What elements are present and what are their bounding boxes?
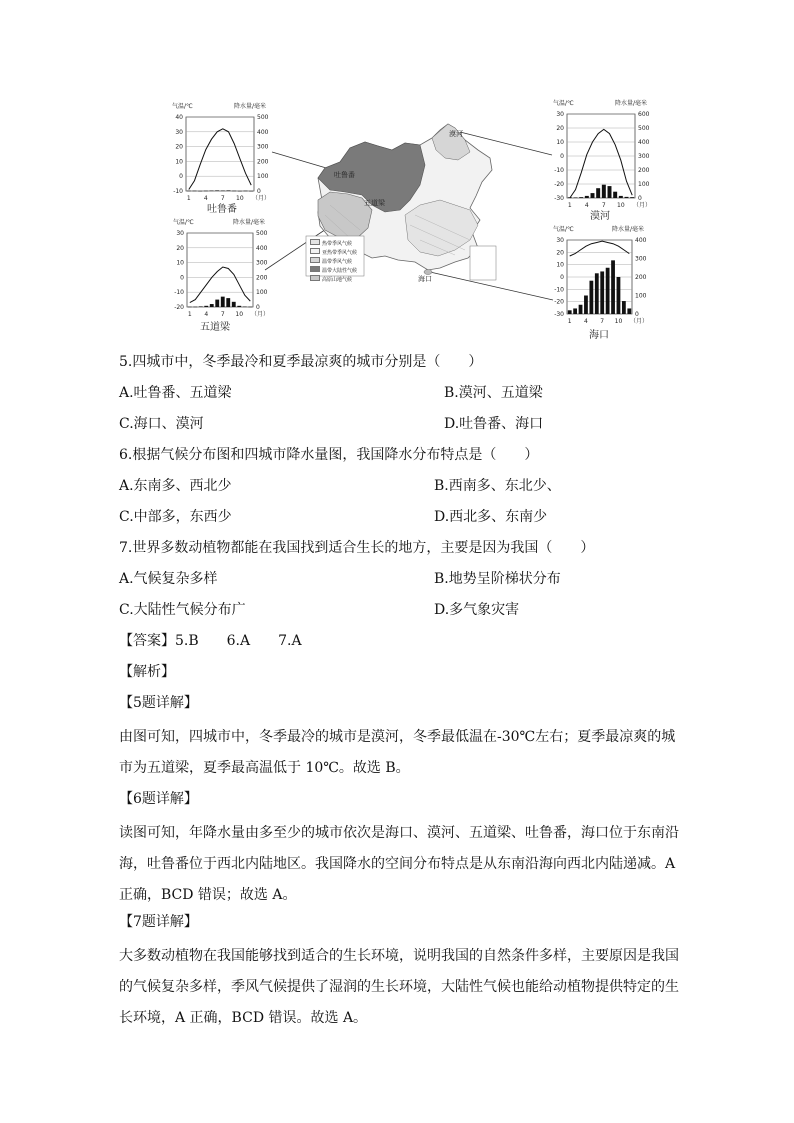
q6-option-c: C.中部多，东西少	[119, 509, 232, 525]
precip-tick-label: 200	[257, 158, 269, 166]
temp-tick-label: 0	[179, 173, 183, 181]
temp-tick-label: 10	[175, 158, 183, 166]
precip-bar	[215, 190, 219, 191]
temp-tick-label: 20	[556, 249, 564, 257]
precip-tick-label: 200	[256, 274, 268, 282]
q5-option-a: A.吐鲁番、五道梁	[119, 385, 232, 401]
answer-line: 【答案】5.B 6.A 7.A	[119, 633, 302, 649]
map-label-turpan: 吐鲁番	[334, 171, 355, 179]
precip-bar	[198, 191, 202, 192]
month-unit-label: （月）	[630, 318, 649, 325]
detail6-line: 读图可知，年降水量由多至少的城市依次是海口、漠河、五道梁、吐鲁番，海口位于东南沿	[119, 825, 679, 841]
q6-option-d: D.西北多、东南少	[434, 509, 548, 525]
legend-item: 温带季风气候	[310, 257, 357, 266]
precip-bar	[579, 305, 583, 314]
precip-tick-label: 0	[256, 304, 260, 311]
precip-tick-label: 100	[638, 181, 650, 188]
chart-frame	[186, 117, 254, 191]
map-label-wudaoliang: 五道梁	[364, 199, 385, 207]
detail5-title: 【5题详解】	[119, 695, 198, 711]
climate-chart	[553, 225, 648, 341]
climate-chart	[173, 218, 269, 333]
month-unit-label: （月）	[251, 311, 270, 318]
precip-bar	[187, 191, 191, 192]
q7-option-a: A.气候复杂多样	[119, 571, 218, 587]
legend-item: 亚热带季风气候	[310, 248, 357, 257]
precip-tick-label: 100	[256, 289, 268, 297]
precip-tick-label: 400	[256, 244, 268, 252]
temp-axis-title: 气温/℃	[173, 219, 194, 226]
month-tick-label: 4	[584, 202, 589, 209]
temp-tick-label: -20	[174, 304, 184, 311]
temp-tick-label: -10	[173, 188, 183, 195]
month-tick-label: 1	[567, 318, 572, 325]
precip-tick-label: 500	[638, 125, 650, 132]
detail5-body	[119, 722, 684, 784]
precip-tick-label: 100	[257, 173, 269, 181]
precip-tick-label: 300	[256, 259, 268, 267]
temp-tick-label: 30	[176, 230, 184, 237]
precip-bar	[608, 186, 612, 198]
detail7-title: 【7题详解】	[119, 914, 198, 930]
precip-axis-title: 降水量/毫米	[233, 103, 266, 110]
month-unit-label: （月）	[633, 202, 652, 209]
month-tick-label: 1	[187, 311, 192, 318]
climate-chart	[172, 102, 270, 215]
precip-bar	[627, 308, 631, 314]
climate-figure	[0, 0, 794, 345]
month-tick-label: 10	[236, 195, 244, 202]
map-label-mohe: 漠河	[449, 130, 463, 138]
precip-bar	[210, 304, 214, 307]
q5-option-b: B.漠河、五道梁	[444, 385, 543, 401]
q6-option-a: A.东南多、西北少	[119, 478, 232, 494]
temp-tick-label: -30	[554, 311, 564, 318]
detail6-body	[119, 818, 684, 911]
precip-tick-label: 0	[638, 195, 642, 202]
temp-axis-title: 气温/℃	[553, 100, 574, 107]
precip-bar	[622, 301, 626, 314]
q6-stem: 6.根据气候分布图和四城市降水量图，我国降水分布特点是（ ）	[119, 447, 539, 463]
month-tick-label: 4	[204, 311, 209, 318]
precip-tick-label: 400	[638, 139, 650, 146]
month-tick-label: 10	[617, 202, 625, 209]
figure-svg	[0, 0, 794, 345]
month-tick-label: 4	[203, 195, 208, 202]
precip-bar	[249, 191, 253, 192]
temp-tick-label: 0	[560, 153, 564, 160]
precip-tick-label: 400	[635, 237, 647, 244]
precip-tick-label: 400	[257, 128, 269, 136]
temp-tick-label: 30	[556, 111, 564, 118]
precip-bar	[221, 297, 225, 307]
precip-bar	[596, 188, 600, 198]
precip-bar	[574, 197, 578, 198]
temp-axis-title: 气温/℃	[553, 226, 574, 233]
temp-tick-label: -30	[554, 195, 564, 202]
temp-tick-label: 20	[556, 125, 564, 132]
precip-tick-label: 0	[257, 188, 261, 195]
precip-bar	[595, 273, 599, 314]
precip-bar	[613, 192, 617, 198]
temp-tick-label: -10	[174, 289, 184, 297]
precip-bar	[243, 307, 247, 308]
precip-bar	[606, 268, 610, 314]
q7-stem: 7.世界多数动植物都能在我国找到适合生长的地方，主要是因为我国（ ）	[119, 540, 595, 556]
temp-tick-label: 10	[556, 261, 564, 269]
precip-tick-label: 500	[256, 230, 268, 237]
precip-axis-title: 降水量/毫米	[611, 226, 644, 233]
precip-tick-label: 600	[638, 111, 650, 118]
temp-tick-label: 30	[556, 237, 564, 244]
precip-bar	[248, 307, 252, 308]
precip-bar	[204, 306, 208, 307]
chart-frame	[187, 233, 253, 307]
precip-bar	[619, 196, 623, 198]
chart-city-label: 漠河	[590, 211, 610, 222]
precip-bar	[204, 191, 208, 192]
detail6-line: 正确，BCD 错误；故选 A。	[119, 887, 297, 903]
legend-item: 热带季风气候	[310, 239, 357, 248]
temp-tick-label: 40	[175, 114, 183, 121]
precip-bar	[600, 271, 604, 314]
precip-bar	[630, 197, 634, 198]
temp-tick-label: 30	[175, 128, 183, 136]
precip-bar	[591, 193, 595, 198]
month-unit-label: （月）	[252, 195, 271, 202]
q7-option-d: D.多气象灾害	[434, 602, 520, 618]
precip-tick-label: 300	[635, 255, 647, 263]
precip-bar	[210, 191, 214, 192]
precip-tick-label: 100	[635, 292, 647, 300]
precip-bar	[244, 191, 248, 192]
precip-tick-label: 300	[257, 143, 269, 151]
temp-tick-label: -10	[554, 286, 564, 294]
detail5-line: 市为五道梁，夏季最高温低于 10℃。故选 B。	[119, 760, 410, 776]
precip-bar	[221, 191, 225, 192]
temp-tick-label: -20	[554, 181, 564, 188]
month-tick-label: 10	[614, 318, 623, 325]
precip-bar	[617, 277, 621, 314]
chart-city-label: 五道梁	[200, 322, 230, 333]
precip-bar	[589, 281, 593, 314]
month-tick-label: 1	[186, 195, 191, 202]
chart-city-label: 海口	[589, 330, 609, 341]
precip-bar	[585, 196, 589, 198]
precip-bar	[579, 197, 583, 198]
temp-tick-label: 0	[180, 274, 184, 282]
precip-bar	[232, 191, 236, 192]
precip-tick-label: 0	[635, 311, 639, 318]
analysis-heading: 【解析】	[119, 664, 175, 680]
temp-tick-label: 20	[175, 143, 183, 151]
precip-axis-title: 降水量/毫米	[232, 219, 265, 226]
precip-bar	[226, 298, 230, 307]
temp-tick-label: -20	[554, 298, 564, 306]
q5-option-d: D.吐鲁番、海口	[444, 416, 544, 432]
map-legend	[310, 239, 357, 284]
detail7-body	[119, 941, 684, 1034]
detail6-line: 海，吐鲁番位于西北内陆地区。我国降水的空间分布特点是从东南沿海向西北内陆递减。A	[119, 856, 676, 872]
q7-option-b: B.地势呈阶梯状分布	[434, 571, 561, 587]
precip-bar	[193, 307, 197, 308]
precip-bar	[625, 197, 629, 198]
precip-bar	[568, 310, 572, 314]
q6-option-b: B.西南多、东北少、	[434, 478, 561, 494]
month-tick-label: 1	[567, 202, 572, 209]
month-tick-label: 10	[235, 311, 244, 318]
precip-bar	[232, 302, 236, 307]
precip-tick-label: 200	[638, 167, 650, 174]
precip-bar	[238, 191, 242, 192]
legend-item: 高原山地气候	[310, 275, 357, 284]
q5-option-c: C.海口、漠河	[119, 416, 204, 432]
q5-stem: 5.四城市中，冬季最冷和夏季最凉爽的城市分别是（ ）	[119, 354, 483, 370]
detail7-line: 大多数动植物在我国能够找到适合的生长环境，说明我国的自然条件多样，主要原因是我国	[119, 948, 679, 964]
detail5-line: 由图可知，四城市中，冬季最冷的城市是漠河，冬季最低温在-30℃左右；夏季最凉爽的城	[119, 729, 676, 745]
precip-bar	[237, 306, 241, 307]
climate-chart	[553, 99, 651, 222]
precip-bar	[199, 306, 203, 307]
month-tick-label: 7	[220, 195, 225, 202]
precip-tick-label: 300	[638, 153, 650, 160]
temp-tick-label: 20	[176, 244, 184, 252]
detail6-title: 【6题详解】	[119, 791, 198, 807]
month-tick-label: 7	[601, 202, 606, 209]
month-tick-label: 7	[600, 318, 605, 325]
detail7-line: 长环境，A 正确，BCD 错误。故选 A。	[119, 1010, 368, 1026]
legend-item: 温带大陆性气候	[310, 266, 357, 275]
precip-bar	[611, 260, 615, 314]
temp-tick-label: 10	[176, 259, 184, 267]
temp-axis-title: 气温/℃	[172, 103, 193, 110]
detail7-line: 的气候复杂多样，季风气候提供了湿润的生长环境，大陆性气候也能给动植物提供特定的生	[119, 979, 679, 995]
precip-bar	[602, 185, 606, 198]
precip-bar	[193, 191, 197, 192]
chart-city-label: 吐鲁番	[207, 204, 237, 215]
precip-bar	[188, 307, 192, 308]
temp-tick-label: 0	[560, 274, 564, 281]
q7-option-c: C.大陆性气候分布广	[119, 602, 246, 618]
temp-tick-label: 10	[556, 139, 564, 146]
map-label-haikou: 海口	[418, 275, 432, 283]
precip-tick-label: 200	[635, 274, 647, 281]
precip-bar	[584, 296, 588, 315]
precip-bar	[215, 300, 219, 307]
precip-bar	[227, 190, 231, 191]
month-tick-label: 7	[220, 311, 225, 318]
month-tick-label: 4	[584, 318, 588, 325]
precip-bar	[573, 308, 577, 314]
precip-tick-label: 500	[257, 114, 269, 121]
temp-tick-label: -10	[554, 167, 564, 174]
precip-axis-title: 降水量/毫米	[614, 100, 647, 107]
